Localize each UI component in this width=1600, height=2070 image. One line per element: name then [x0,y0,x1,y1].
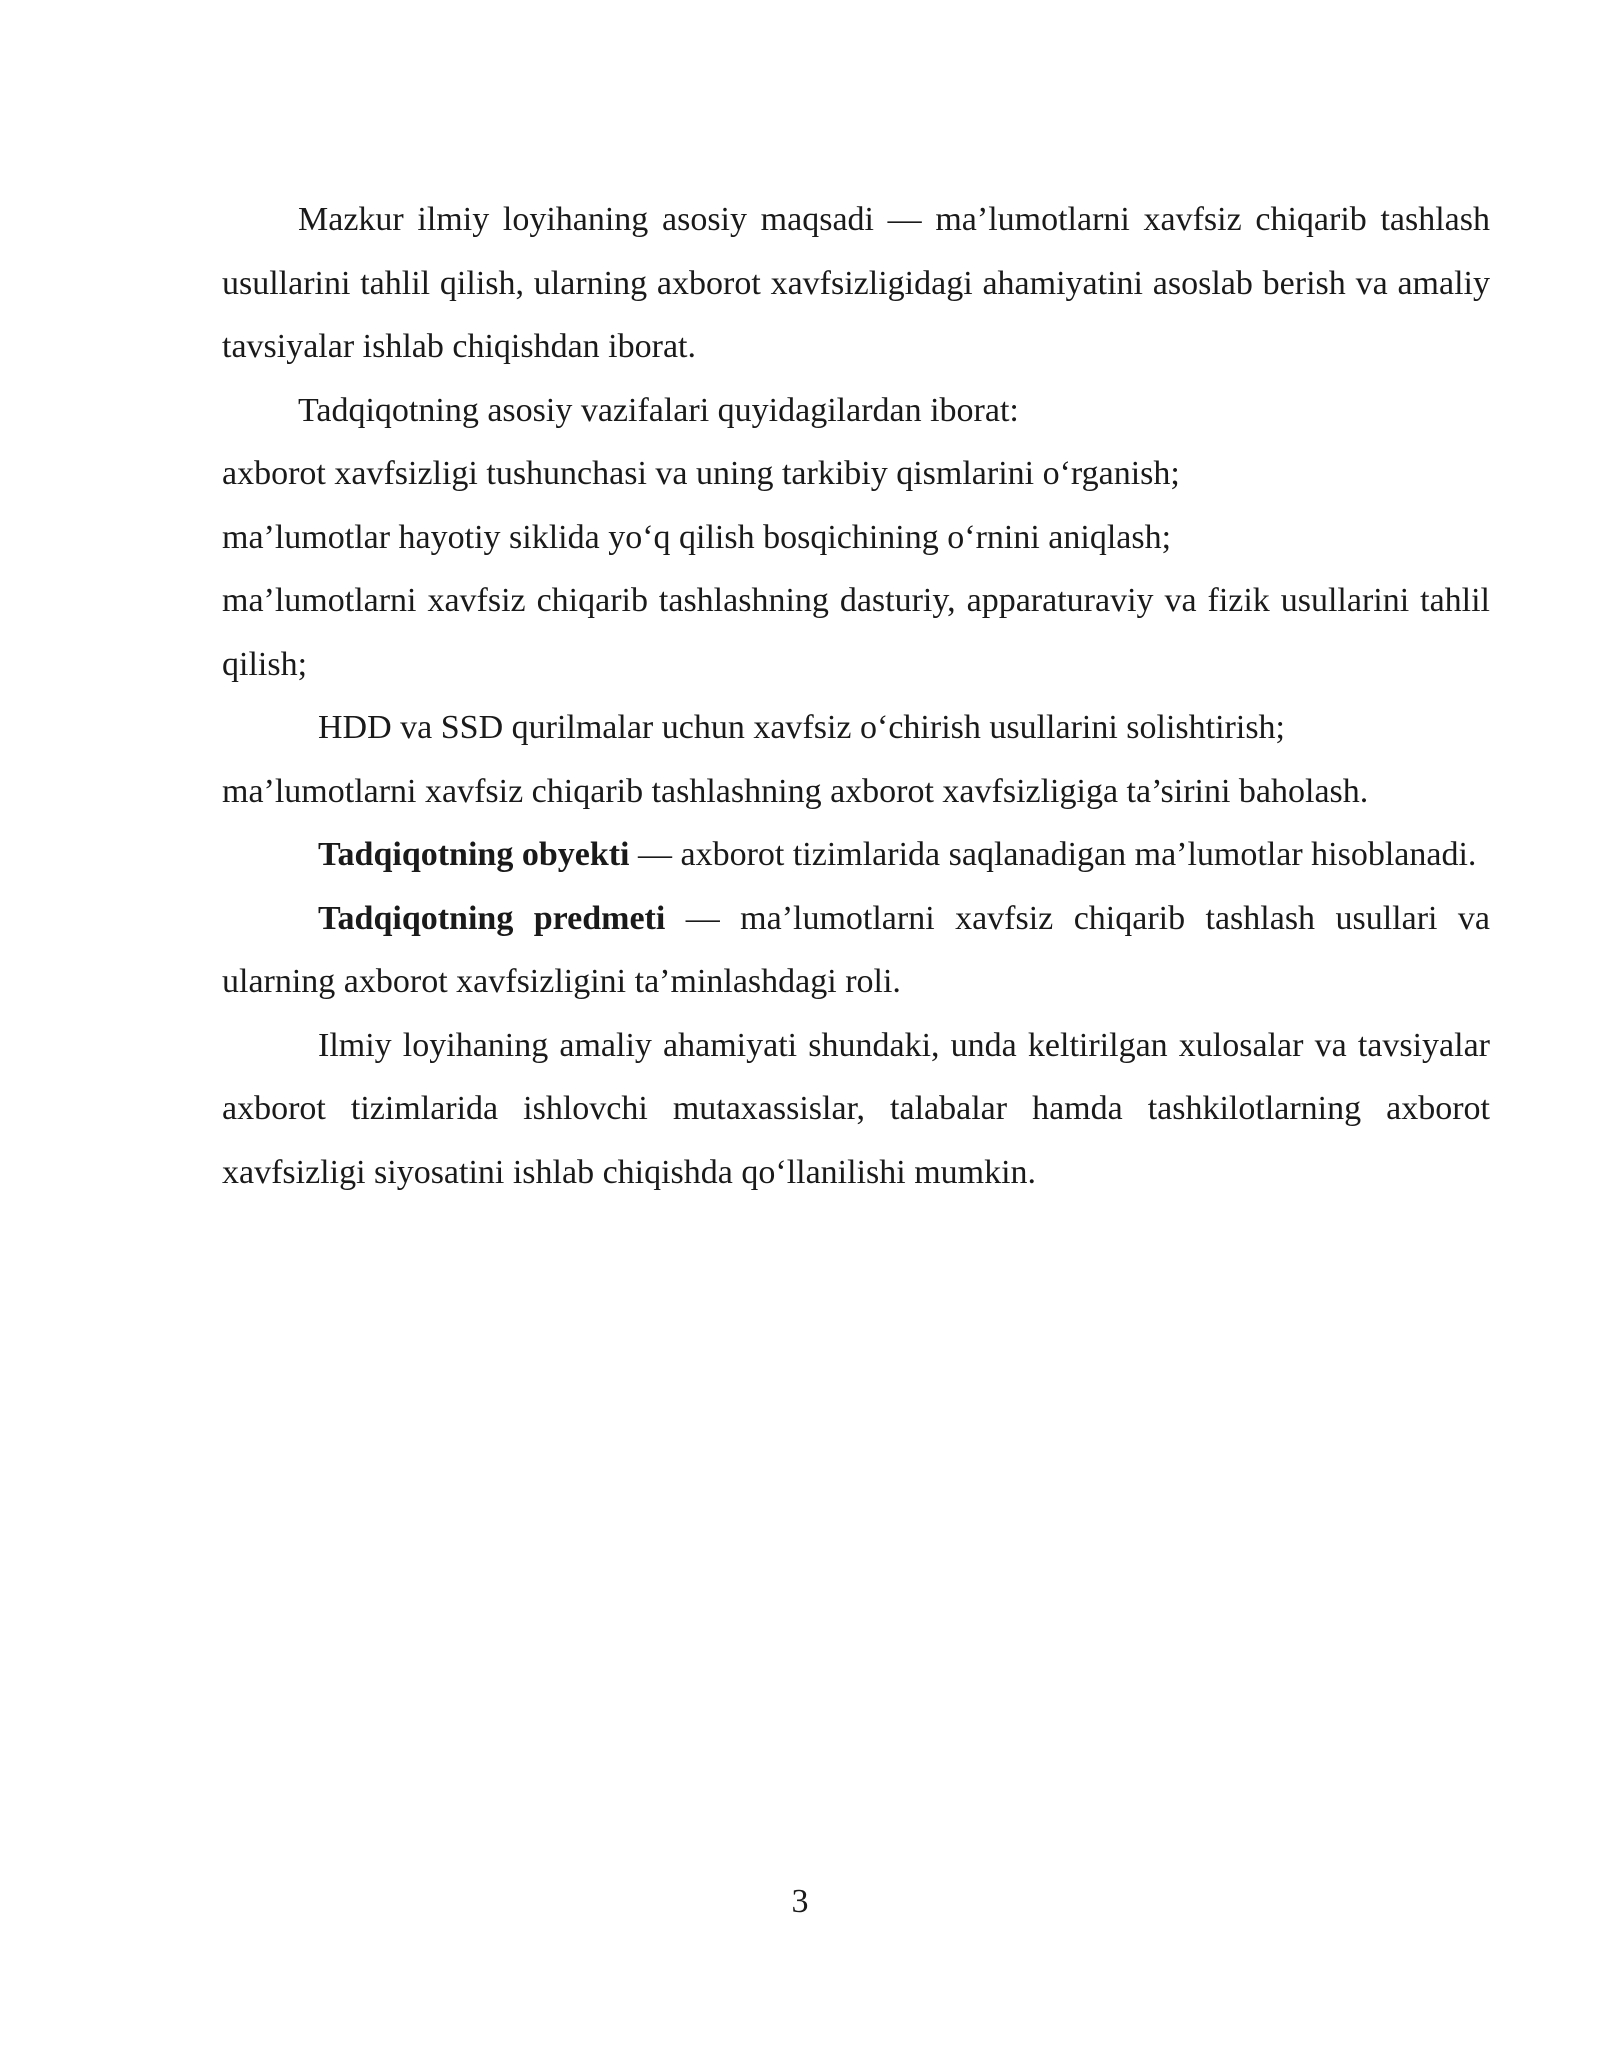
research-object-term: Tadqiqotning obyekti [318,836,630,873]
task-item: ma’lumotlarni xavfsiz chiqarib tashlashning dasturiy, apparaturaviy va fizik usullarini tahlil qilish; [222,582,1490,683]
page-number: 3 [791,1883,809,1920]
paragraph-research-object [222,823,1490,887]
paragraph-practical-significance: Ilmiy loyihaning amaliy ahamiyati shundaki, unda keltirilgan xulosalar va tavsiyalar axborot tizimlarida ishlovchi mutaxassislar, talabalar hamda tashkilotlarning axborot xavfsizligi siyosatini ishlab chiqishda qo‘llanilishi mumkin. [222,1026,1490,1191]
task-item: ma’lumotlar hayotiy siklida yo‘q qilish bosqichining o‘rnini aniqlash; [222,518,1172,556]
research-subject-term: Tadqiqotning predmeti [318,899,666,937]
task-item: ma’lumotlarni xavfsiz chiqarib tashlashning axborot xavfsizligiga ta’sirini baholash. [222,772,1369,810]
task-item: HDD va SSD qurilmalar uchun xavfsiz o‘chirish usullarini solishtirish; [318,709,1285,746]
paragraph-tasks-intro: Tadqiqotning asosiy vazifalari quyidagilardan iborat: [298,391,1019,429]
paragraph-purpose: Mazkur ilmiy loyihaning asosiy maqsadi — ma’lumotlarni xavfsiz chiqarib tashlash usullarini tahlil qilish, ularning axborot xavfsizligidagi ahamiyatini asoslab berish va amaliy tavsiyalar ishlab chiqishdan iborat. [222,201,1490,365]
paragraph-research-subject [222,887,1490,1014]
page-body [222,188,1490,1204]
research-subject-definition: — ma’lumotlarni xavfsiz chiqarib tashlash usullari va ularning axborot xavfsizligini ta’minlashdagi roli. [222,899,1490,1000]
task-item: axborot xavfsizligi tushunchasi va uning tarkibiy qismlarini o‘rganish; [222,455,1180,492]
research-object-definition: — axborot tizimlarida saqlanadigan ma’lumotlar hisoblanadi. [629,836,1477,873]
